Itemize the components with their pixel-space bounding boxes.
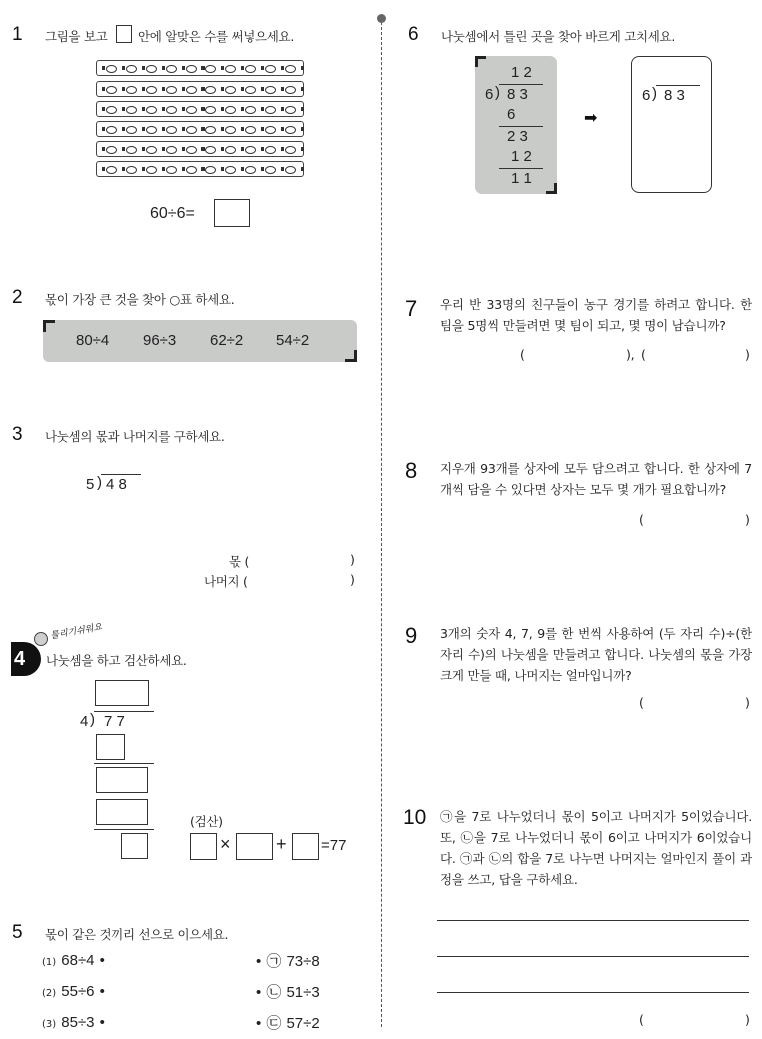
candy-icon <box>102 125 119 133</box>
q9-text: 3개의 숫자 4, 7, 9를 한 번씩 사용하여 (두 자리 수)÷(한 자리 수)의 나눗셈을 만들려고 합니다. 나눗셈의 몫을 가장 크게 만들 때, 나머지는 얼마입니까? <box>440 626 752 683</box>
candy-icon <box>241 85 258 93</box>
candy-icon <box>281 105 298 113</box>
q5-right-dot[interactable]: • <box>256 984 262 1001</box>
q5-left-dot[interactable]: • <box>99 983 105 1000</box>
q1-inline-blank-box <box>116 25 132 43</box>
q5-number: 5 <box>12 922 23 943</box>
q10-answer-close: ) <box>745 1012 750 1027</box>
corner-bracket-top-left <box>475 56 486 67</box>
candy-row <box>96 141 304 157</box>
q4-remainder-box[interactable] <box>121 833 148 859</box>
q4-times: × <box>220 834 231 854</box>
arrow-right-icon: ➡ <box>584 108 598 127</box>
candy-icon <box>122 85 139 93</box>
candy-row <box>96 60 304 76</box>
q2-option[interactable]: 80÷4 <box>76 332 110 349</box>
candy-icon <box>102 64 119 72</box>
candy-icon <box>122 145 139 153</box>
q3-instruction: 나눗셈의 몫과 나머지를 구하세요. <box>45 429 225 444</box>
q5-right-mark: ㉢ <box>266 1015 282 1032</box>
q8-text: 지우개 93개를 상자에 모두 담으려고 합니다. 한 상자에 7개씩 담을 수 있다면 상자는 모두 몇 개가 필요합니까? <box>440 461 752 497</box>
q6-subtract-line <box>499 168 543 169</box>
candy-icon <box>122 165 139 173</box>
candy-icon <box>201 145 218 153</box>
q1-instruction-post: 안에 알맞은 수를 써넣으세요. <box>138 29 294 44</box>
q5-right-mark: ㉡ <box>266 984 282 1001</box>
candy-icon <box>241 145 258 153</box>
q7-answer1-open: ( <box>520 347 525 362</box>
candy-icon <box>241 105 258 113</box>
q3-remainder-close: ) <box>350 572 355 587</box>
q5-right-expr: 51÷3 <box>286 984 320 1001</box>
q5-right-expr: 73÷8 <box>286 953 320 970</box>
candy-icon <box>142 105 159 113</box>
q2-option[interactable]: 62÷2 <box>210 332 244 349</box>
q5-instruction: 몫이 같은 것끼리 선으로 이으세요. <box>45 927 229 942</box>
q2-instruction: 몫이 가장 큰 것을 찾아 ○표 하세요. <box>45 292 235 307</box>
candy-icon <box>221 125 238 133</box>
candy-icon <box>201 64 218 72</box>
q9-answer-open: ( <box>639 695 644 710</box>
q1-equation: 60÷6= <box>150 205 195 222</box>
candy-icon <box>221 145 238 153</box>
candy-icon <box>281 145 298 153</box>
q6-instruction: 나눗셈에서 틀린 곳을 찾아 바르게 고치세요. <box>441 29 675 44</box>
q8-answer-close: ) <box>745 512 750 527</box>
q10-text: ㉠을 7로 나누었더니 몫이 5이고 나머지가 5이었습니다. 또, ㉡을 7로 나누었더니 몫이 6이고 나머지가 6이었습니다. ㉠과 ㉡의 합을 7로 나누면 나머지는 얼마인지 풀이 과정을 쓰고, 답을 구하세요. <box>440 809 752 887</box>
candy-icon <box>221 85 238 93</box>
q5-left-dot[interactable]: • <box>99 952 105 969</box>
candy-icon <box>142 125 159 133</box>
q6-subtract-line <box>499 126 543 127</box>
q6-correction-box[interactable] <box>631 56 712 193</box>
q5-right-item[interactable] <box>256 981 320 1002</box>
q4-quotient-box[interactable] <box>95 680 149 706</box>
q4-divisor: 4 <box>80 713 89 730</box>
candy-icon <box>241 165 258 173</box>
candy-icon <box>102 145 119 153</box>
candy-icon <box>241 125 258 133</box>
q4-bracket: ) <box>90 711 95 728</box>
candy-icon <box>201 125 218 133</box>
candy-icon <box>281 64 298 72</box>
candy-icon <box>281 165 298 173</box>
q6-correction-divisor: 6 <box>642 87 651 104</box>
q3-dividend: 4 8 <box>106 476 127 493</box>
q2-option[interactable]: 54÷2 <box>276 332 310 349</box>
candy-icon <box>102 165 119 173</box>
q5-left-index: (3) <box>42 1019 57 1030</box>
candy-row <box>96 101 304 117</box>
column-divider <box>381 22 382 1027</box>
candy-icon <box>102 105 119 113</box>
q6-correction-bracket: ) <box>652 85 657 102</box>
candy-icon <box>281 85 298 93</box>
q6-divisor: 6 <box>485 86 494 103</box>
q4-badge-text: 틀리기쉬워요 <box>49 622 103 642</box>
q4-plus: + <box>276 834 287 854</box>
candy-icon <box>162 165 179 173</box>
q5-right-expr: 57÷2 <box>286 1015 320 1032</box>
candy-icon <box>182 64 199 72</box>
q7-number: 7 <box>405 296 418 321</box>
q3-quotient-label: 몫 ( <box>229 554 250 569</box>
q6-wrong-division-card <box>475 56 557 194</box>
candy-icon <box>102 85 119 93</box>
candy-icon <box>201 165 218 173</box>
corner-bracket-top-left <box>43 320 55 332</box>
q3-divisor: 5 <box>86 476 95 493</box>
candy-row <box>96 161 304 177</box>
q8-answer-open: ( <box>639 512 644 527</box>
q5-right-item[interactable] <box>256 1012 320 1033</box>
q4-step1-box[interactable] <box>96 734 125 760</box>
q6-number: 6 <box>408 24 419 45</box>
candy-icon <box>261 64 278 72</box>
q6-correction-bar <box>656 85 700 86</box>
q2-number: 2 <box>12 287 23 308</box>
q10-solution-line[interactable] <box>437 956 749 957</box>
candy-icon <box>142 145 159 153</box>
q5-right-mark: ㉠ <box>266 953 282 970</box>
q7-answer1-close: ), <box>626 347 635 362</box>
q6-step3: 1 2 <box>511 148 532 165</box>
q5-left-expr: 68÷4 <box>61 952 95 969</box>
corner-bracket-bottom-right <box>546 183 557 194</box>
q5-right-dot[interactable]: • <box>256 1015 262 1032</box>
candy-icon <box>281 125 298 133</box>
q10-solution-line[interactable] <box>437 920 749 921</box>
candy-icon <box>162 64 179 72</box>
candy-icon <box>182 105 199 113</box>
q10-number: 10 <box>403 806 427 829</box>
q5-left-dot[interactable]: • <box>99 1014 105 1031</box>
candy-icon <box>261 165 278 173</box>
candy-icon <box>122 105 139 113</box>
q5-left-item[interactable] <box>42 950 105 969</box>
q4-result: =77 <box>321 837 347 854</box>
q1-answer-box[interactable] <box>214 199 250 227</box>
q5-right-item[interactable] <box>256 950 320 971</box>
q5-left-index: (2) <box>42 988 57 999</box>
q6-bracket: ) <box>495 84 500 101</box>
candy-icon <box>182 125 199 133</box>
q4-check-box1[interactable] <box>190 833 217 860</box>
q3-division-bar <box>101 474 141 475</box>
q9-number: 9 <box>405 623 418 648</box>
candy-icon <box>122 64 139 72</box>
candy-row <box>96 81 304 97</box>
q2-options-panel <box>43 320 357 362</box>
candy-icon <box>261 85 278 93</box>
candy-icon <box>221 105 238 113</box>
divider-top-dot <box>377 14 386 23</box>
q4-subtract-line <box>94 763 154 764</box>
q4-division-bar <box>94 711 154 712</box>
candy-icon <box>162 145 179 153</box>
q4-dividend: 7 7 <box>104 713 125 730</box>
mascot-icon <box>34 632 48 646</box>
q7-answer2-close: ) <box>745 347 750 362</box>
q6-step1: 6 <box>507 106 516 123</box>
q10-answer-open: ( <box>639 1012 644 1027</box>
q3-remainder-label: 나머지 ( <box>204 574 248 589</box>
candy-icon <box>142 85 159 93</box>
candy-icon <box>162 105 179 113</box>
candy-icon <box>162 85 179 93</box>
q4-check-label: (검산) <box>190 814 223 829</box>
q6-division-bar <box>499 84 543 85</box>
q5-left-expr: 85÷3 <box>61 1014 95 1031</box>
candy-icon <box>201 105 218 113</box>
q4-number: 4 <box>14 648 26 670</box>
candy-icon <box>182 145 199 153</box>
q5-left-item[interactable] <box>42 981 105 1000</box>
q1-number: 1 <box>12 24 23 45</box>
q4-step3-box[interactable] <box>96 799 148 825</box>
q3-number: 3 <box>12 424 23 445</box>
q6-wrong-quotient: 1 2 <box>511 64 532 81</box>
candy-icon <box>182 165 199 173</box>
q5-left-expr: 55÷6 <box>61 983 95 1000</box>
candy-icon <box>162 125 179 133</box>
q4-check-box2[interactable] <box>236 833 273 860</box>
q7-answer2-open: ( <box>641 347 646 362</box>
candy-icon <box>221 165 238 173</box>
candy-icon <box>201 85 218 93</box>
q6-dividend: 8 3 <box>507 86 528 103</box>
q2-option[interactable]: 96÷3 <box>143 332 177 349</box>
corner-bracket-bottom-right <box>345 350 357 362</box>
q4-instruction: 나눗셈을 하고 검산하세요. <box>46 653 187 668</box>
candy-icon <box>142 64 159 72</box>
q6-step2: 2 3 <box>507 128 528 145</box>
candy-icon <box>142 165 159 173</box>
q7-text: 우리 반 33명의 친구들이 농구 경기를 하려고 합니다. 한 팀을 5명씩 만들려면 몇 팀이 되고, 몇 명이 남습니까? <box>440 297 752 333</box>
q5-left-item[interactable] <box>42 1012 105 1031</box>
q9-answer-close: ) <box>745 695 750 710</box>
q5-left-index: (1) <box>42 957 57 968</box>
q8-number: 8 <box>405 458 418 483</box>
candy-row <box>96 121 304 137</box>
q6-step4: 1 1 <box>511 170 532 187</box>
q1-instruction-pre: 그림을 보고 <box>45 29 108 44</box>
q10-solution-line[interactable] <box>437 992 749 993</box>
q6-correction-dividend: 8 3 <box>664 87 685 104</box>
candy-icon <box>261 125 278 133</box>
q3-bracket: ) <box>97 474 102 491</box>
q4-step2-box[interactable] <box>96 767 148 793</box>
candy-icon <box>241 64 258 72</box>
candy-icon <box>182 85 199 93</box>
q4-subtract-line <box>94 829 154 830</box>
candy-icon <box>122 125 139 133</box>
candy-icon <box>261 145 278 153</box>
q4-check-box3[interactable] <box>292 833 319 860</box>
candy-icon <box>221 64 238 72</box>
q3-quotient-close: ) <box>350 552 355 567</box>
candy-icon <box>261 105 278 113</box>
q5-right-dot[interactable]: • <box>256 953 262 970</box>
